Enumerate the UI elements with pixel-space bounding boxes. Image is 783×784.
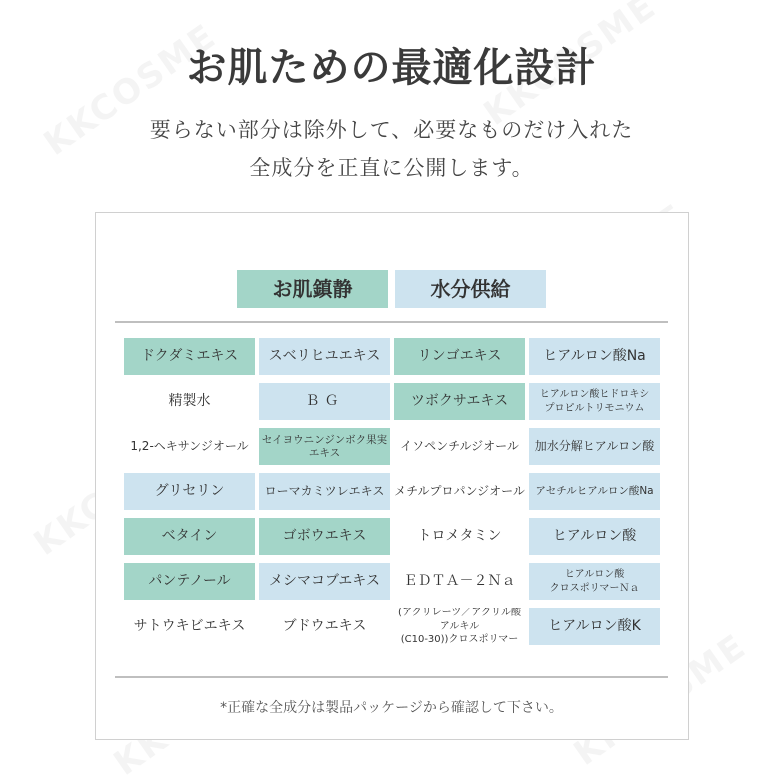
ingredient-cell: ヒアルロン酸ヒドロキシ プロピルトリモニウム — [529, 383, 660, 420]
ingredient-cell: ＢＧ — [259, 383, 390, 420]
ingredient-cell: サトウキビエキス — [133, 618, 246, 635]
ingredient-cell: ゴボウエキス — [259, 518, 390, 555]
ingredient-cell: メチルプロパンジオール — [394, 484, 525, 499]
ingredient-cell: トロメタミン — [417, 528, 502, 545]
legend-moisture: 水分供給 — [395, 270, 546, 308]
subtitle-line-1: 要らない部分は除外して、必要なものだけ入れた — [149, 118, 634, 142]
ingredient-cell: スベリヒユエキス — [259, 338, 390, 375]
ingredient-grid — [124, 338, 660, 645]
ingredient-cell: ヒアルロン酸K — [529, 608, 660, 645]
ingredient-cell: 精製水 — [168, 393, 211, 410]
ingredient-cell: ローマカミツレエキス — [259, 473, 390, 510]
ingredient-cell: メシマコブエキス — [259, 563, 390, 600]
divider-top — [115, 321, 668, 323]
footnote: *正確な全成分は製品パッケージから確認して下さい。 — [220, 700, 563, 716]
ingredient-cell: ヒアルロン酸Na — [529, 338, 660, 375]
ingredient-cell: セイヨウニンジンボク果実エキス — [259, 428, 390, 465]
ingredient-cell: ＥＤＴＡ－２Ｎａ — [403, 573, 516, 590]
subtitle-line-2: 全成分を正直に公開します。 — [249, 156, 534, 180]
ingredient-cell: ヒアルロン酸 — [529, 518, 660, 555]
ingredient-cell: イソペンチルジオール — [400, 439, 519, 454]
page-title: お肌ための最適化設計 — [186, 45, 597, 91]
ingredient-cell: (アクリレーツ／アクリル酸アルキル (C10-30))クロスポリマー — [398, 608, 521, 645]
ingredient-cell: パンテノール — [124, 563, 255, 600]
ingredient-cell: アセチルヒアルロン酸Na — [529, 473, 660, 510]
ingredient-cell: 1,2-ヘキサンジオール — [130, 439, 249, 454]
ingredient-cell: ヒアルロン酸 クロスポリマーＮａ — [529, 563, 660, 600]
divider-bottom — [115, 676, 668, 678]
ingredient-cell: ブドウエキス — [282, 618, 367, 635]
ingredient-cell: グリセリン — [124, 473, 255, 510]
ingredient-cell: 加水分解ヒアルロン酸 — [529, 428, 660, 465]
ingredient-cell: ベタイン — [124, 518, 255, 555]
ingredient-cell: ツボクサエキス — [394, 383, 525, 420]
ingredient-cell: ドクダミエキス — [124, 338, 255, 375]
ingredient-cell: リンゴエキス — [394, 338, 525, 375]
legend-soothing: お肌鎮静 — [237, 270, 388, 308]
